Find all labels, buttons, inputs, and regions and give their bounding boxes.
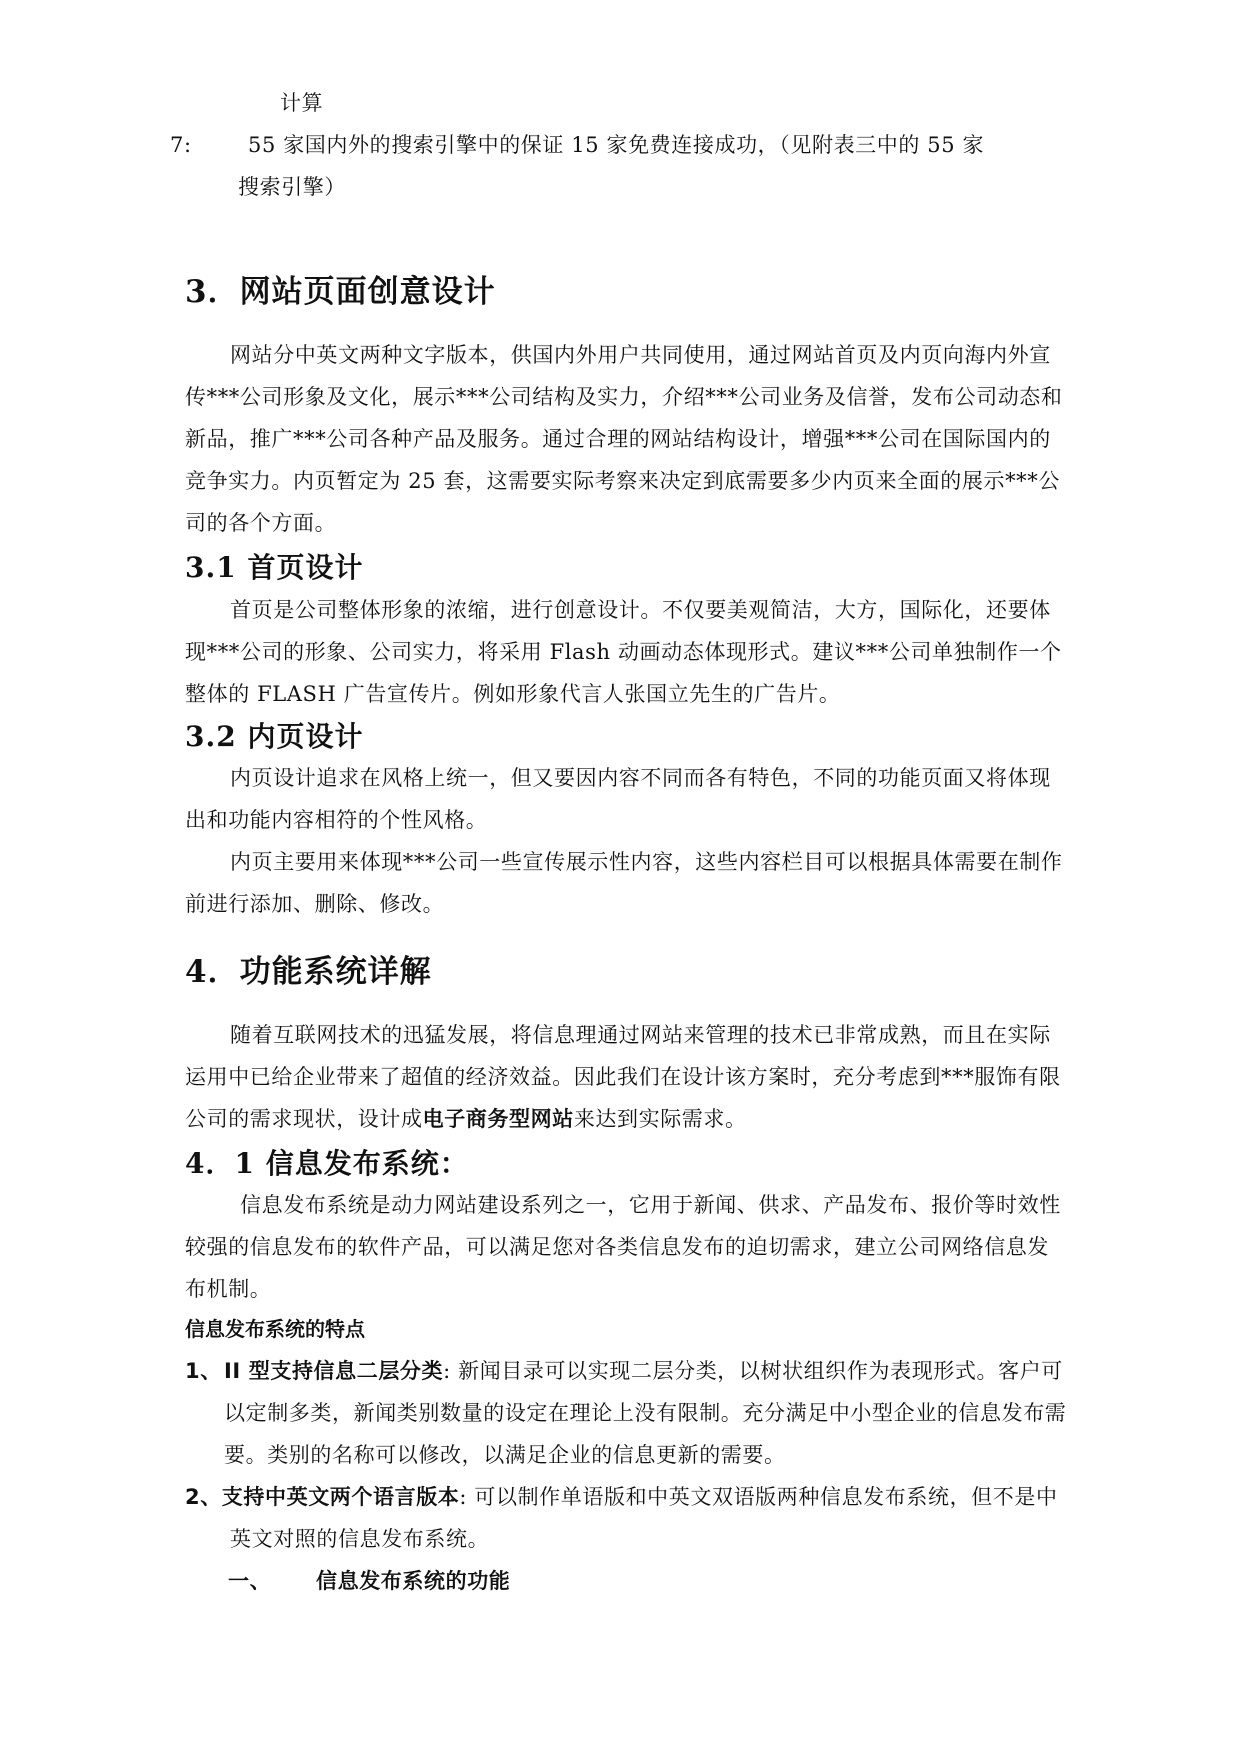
emphasis-text: 电子商务型网站 [422, 1107, 574, 1131]
subsection-heading: 3.1 首页设计 [185, 551, 364, 584]
paragraph-line: 前进行添加、删除、修改。 [185, 892, 445, 916]
paragraph-line [185, 1104, 747, 1134]
list-item-text [185, 1482, 1058, 1512]
continuation-text: 计算 [280, 91, 324, 115]
list-item-text: 以定制多类，新闻类别数量的设定在理论上没有限制。充分满足中小型企业的信息发布需 [224, 1401, 1067, 1425]
paragraph-line: 网站分中英文两种文字版本，供国内外用户共同使用，通过网站首页及内页向海内外宣 [230, 343, 1051, 367]
list-item-text: 要。类别的名称可以修改，以满足企业的信息更新的需要。 [224, 1443, 786, 1467]
paragraph-line: 随着互联网技术的迅猛发展，将信息理通过网站来管理的技术已非常成熟，而且在实际 [230, 1023, 1051, 1047]
section-heading: 4．功能系统详解 [185, 954, 432, 990]
subheading-text: 信息发布系统的功能 [316, 1569, 511, 1593]
list-item-number: 一、 [228, 1569, 272, 1593]
features-title: 信息发布系统的特点 [185, 1317, 365, 1341]
feature-title: II 型支持信息二层分类 [224, 1359, 444, 1383]
list-item-text: 55 家国内外的搜索引擎中的保证 15 家免费连接成功，（见附表三中的 55 家 [248, 133, 985, 157]
feature-desc: : 新闻目录可以实现二层分类，以树状组织作为表现形式。客户可 [443, 1359, 1063, 1383]
paragraph-line: 内页主要用来体现***公司一些宣传展示性内容，这些内容栏目可以根据具体需要在制作 [230, 850, 1063, 874]
paragraph-line: 首页是公司整体形象的浓缩，进行创意设计。不仅要美观简洁，大方，国际化，还要体 [230, 598, 1051, 622]
list-item-number: 1、 [185, 1359, 222, 1383]
feature-title: 2、支持中英文两个语言版本 [185, 1485, 460, 1509]
paragraph-line: 出和功能内容相符的个性风格。 [185, 808, 488, 832]
paragraph-line: 布机制。 [185, 1277, 272, 1301]
subsection-heading: 3.2 内页设计 [185, 720, 364, 753]
paragraph-line: 新品，推广***公司各种产品及服务。通过合理的网站结构设计，增强***公司在国际国内的 [185, 427, 1051, 451]
paragraph-line: 信息发布系统是动力网站建设系列之一，它用于新闻、供求、产品发布、报价等时效性 [240, 1193, 1061, 1217]
feature-desc: : 可以制作单语版和中英文双语版两种信息发布系统，但不是中 [459, 1485, 1058, 1509]
paragraph-line: 司的各个方面。 [185, 511, 337, 535]
paragraph-line: 内页设计追求在风格上统一，但又要因内容不同而各有特色，不同的功能页面又将体现 [230, 766, 1051, 790]
paragraph-line: 较强的信息发布的软件产品，可以满足您对各类信息发布的迫切需求，建立公司网络信息发 [185, 1235, 1049, 1259]
paragraph-line: 现***公司的形象、公司实力，将采用 Flash 动画动态体现形式。建议***公司单独制作一个 [185, 640, 1062, 664]
list-item-number: 7: [170, 133, 192, 157]
list-item-text: 英文对照的信息发布系统。 [230, 1527, 490, 1551]
paragraph-text: 来达到实际需求。 [573, 1107, 747, 1131]
subsection-heading: 4．1 信息发布系统： [185, 1147, 469, 1180]
paragraph-text: 公司的需求现状，设计成 [185, 1107, 423, 1131]
list-item-text [224, 1356, 1063, 1386]
paragraph-line: 传***公司形象及文化，展示***公司结构及实力，介绍***公司业务及信誉，发布公司动态和 [185, 385, 1063, 409]
section-heading: 3．网站页面创意设计 [185, 274, 496, 310]
paragraph-line: 竞争实力。内页暂定为 25 套，这需要实际考察来决定到底需要多少内页来全面的展示***公 [185, 469, 1060, 493]
list-item-text: 搜索引擎） [238, 175, 346, 199]
paragraph-line: 整体的 FLASH 广告宣传片。例如形象代言人张国立先生的广告片。 [185, 682, 841, 706]
paragraph-line: 运用中已给企业带来了超值的经济效益。因此我们在设计该方案时，充分考虑到***服饰有限 [185, 1065, 1061, 1089]
